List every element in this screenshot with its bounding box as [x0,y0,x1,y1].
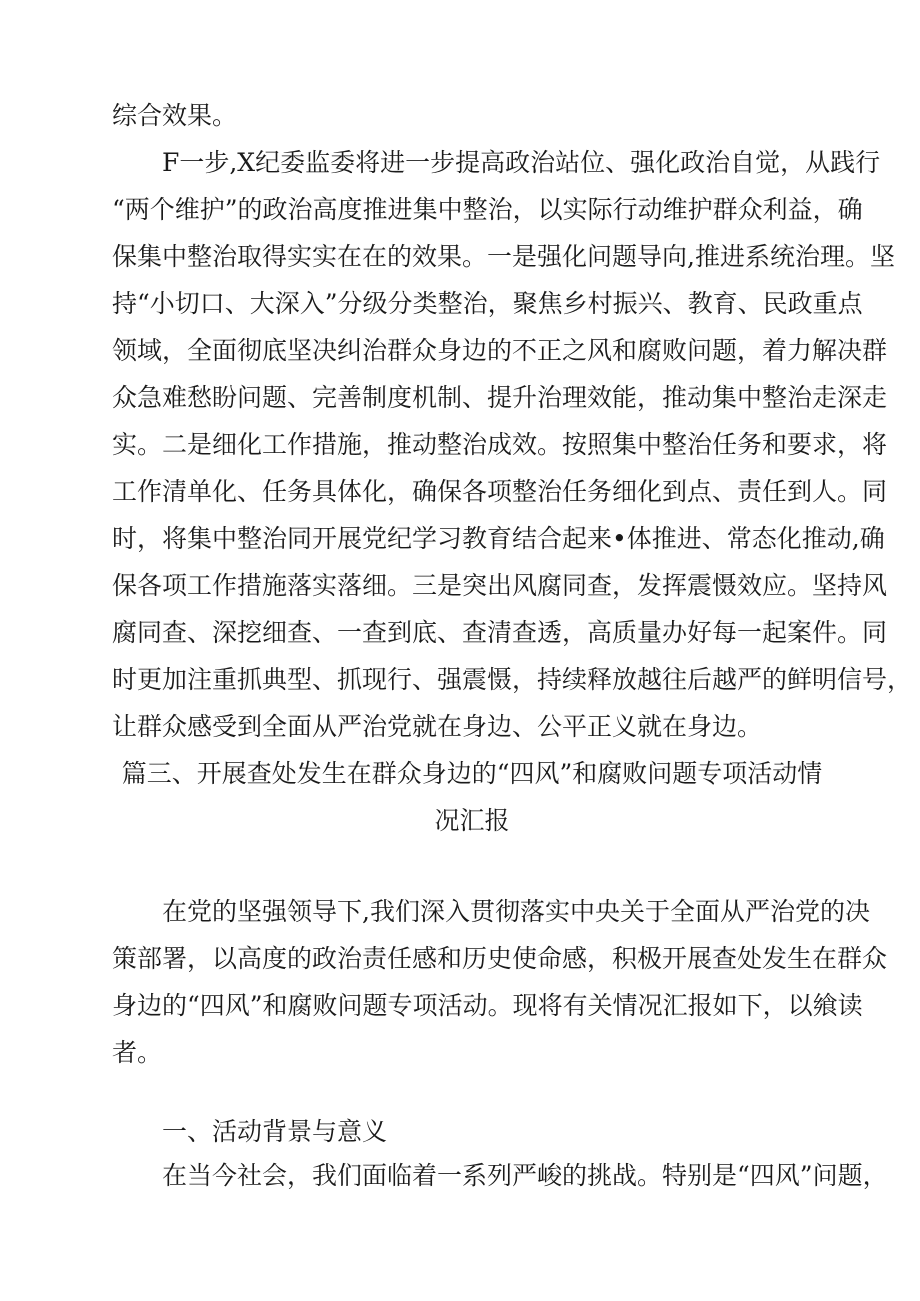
paragraph-line: 腐同查、深挖细查、一查到底、查清查透，高质量办好每一起案件。同 [112,618,888,647]
paragraph-line: 工作清单化、任务具体化，确保各项整治任务细化到点、责任到人。同 [112,477,888,506]
paragraph-line: 众急难愁盼问题、完善制度机制、提升治理效能，推动集中整治走深走 [112,383,888,412]
paragraph-line: 让群众感受到全面从严治党就在身边、公平正义就在身边。 [112,712,763,741]
paragraph-line: 综合效果。 [112,101,238,130]
paragraph-line: “两个维护”的政治高度推进集中整治，以实际行动维护群众利益，确 [112,195,863,224]
heading-line: 况汇报 [434,806,510,835]
paragraph-line: 领域，全面彻底坚决纠治群众身边的不正之风和腐败问题，着力解决群 [112,336,888,365]
heading-line: 篇三、开展查处发生在群众身边的“四风”和腐败问题专项活动情 [121,759,823,788]
paragraph-line: 在当今社会，我们面临着一系列严峻的挑战。特别是“四风”问题， [162,1161,888,1190]
paragraph-line: 在党的坚强领导下,我们深入贯彻落实中央关于全面从严治党的决 [162,897,870,926]
paragraph-line: 保各项工作措施落实落细。三是突出风腐同查，发挥震慑效应。坚持风 [112,571,888,600]
subheading-background [112,1108,832,1155]
paragraph-line: 持“小切口、大深入”分级分类整治，聚焦乡村振兴、教育、民政重点 [112,289,863,318]
paragraph-line: 时更加注重抓典型、抓现行、强震慑，持续释放越往后越严的鲜明信号， [112,665,913,694]
paragraph-line: 策部署，以高度的政治责任感和历史使命感，积极开展查处发生在群众 [112,944,888,973]
paragraph-line: 者。 [112,1038,163,1067]
paragraph-line: 实。二是细化工作措施，推动整治成效。按照集中整治任务和要求，将 [112,430,888,459]
paragraph-line: F一步,X纪委监委将进一步提高政治站位、强化政治自觉，从践行 [162,148,881,177]
paragraph-line: 身边的“四风”和腐败问题专项活动。现将有关情况汇报如下，以飨读 [112,991,863,1020]
paragraph-next-step [112,139,913,750]
paragraph-line: 时，将集中整治同开展党纪学习教育结合起来•体推进、常态化推动,确 [112,524,885,553]
subheading-text: 一、活动背景与意义 [162,1117,388,1146]
paragraph-line: 保集中整治取得实实在在的效果。一是强化问题导向,推进系统治理。坚 [112,242,895,271]
section-heading [112,750,832,844]
paragraph-intro [112,888,888,1076]
paragraph-background [112,1152,888,1199]
paragraph-continued [112,92,832,139]
